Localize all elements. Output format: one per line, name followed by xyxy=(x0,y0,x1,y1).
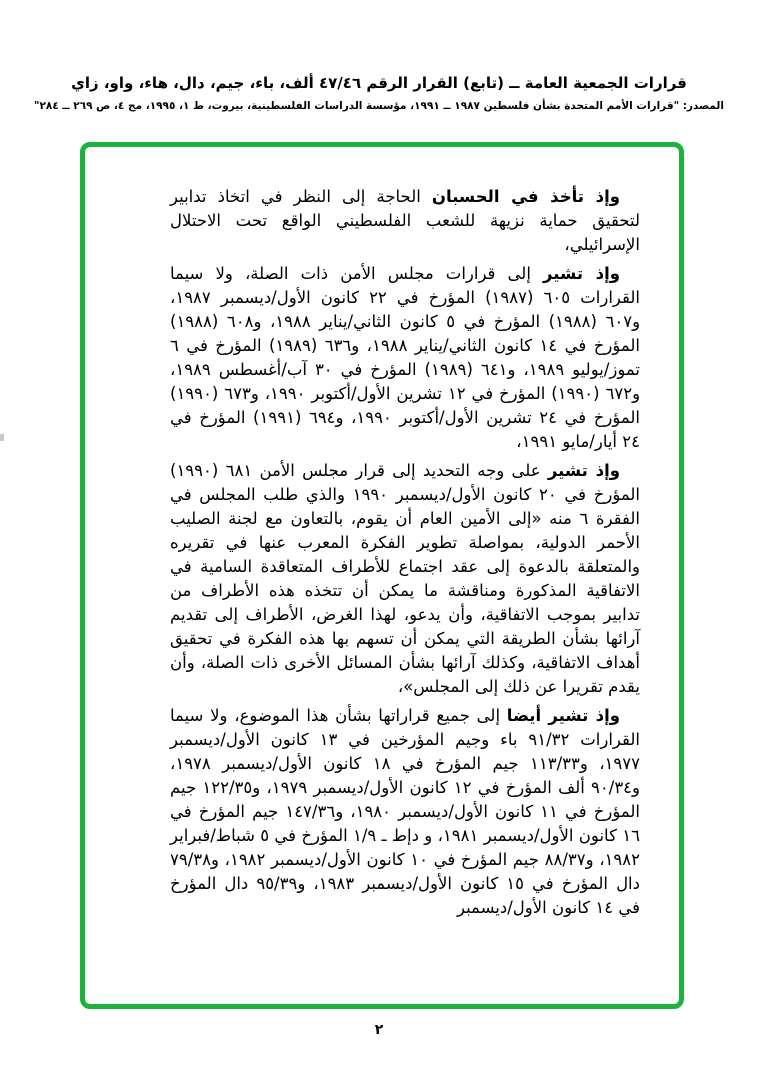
source-citation: المصدر: "قرارات الأمم المتحدة بشأن فلسطين ١٩٨٧ ــ ١٩٩١، مؤسسة الدراسات الفلسطينية، بيروت، ط ١، ١٩٩٥، مج ٤، ص ٢٦٩ ــ ٢٨٤" xyxy=(34,100,724,112)
paragraph xyxy=(170,459,640,699)
green-highlight-frame xyxy=(80,142,684,1009)
paragraph xyxy=(170,704,640,920)
paragraph-lead: وإذ تشير xyxy=(547,461,621,480)
paragraph-text: إلى قرارات مجلس الأمن ذات الصلة، ولا سيما القرارات ٦٠٥ (١٩٨٧) المؤرخ في ٢٢ كانون الأول/ديسمبر ١٩٨٧، و٦٠٧ (١٩٨٨) المؤرخ في ٥ كانون الثاني/يناير ١٩٨٨، و٦٠٨ (١٩٨٨) المؤرخ في ١٤ كانون الثاني/يناير ١٩٨٨، و٦٣٦ (١٩٨٩) المؤرخ في ٦ تموز/يوليو ١٩٨٩، و٦٤١ (١٩٨٩) المؤرخ في ٣٠ آب/أغسطس ١٩٨٩، و٦٧٢ (١٩٩٠) المؤرخ في ١٢ تشرين الأول/أكتوبر ١٩٩٠، و٦٧٣ (١٩٩٠) المؤرخ في ٢٤ تشرين الأول/أكتوبر ١٩٩٠، و٦٩٤ (١٩٩١) المؤرخ في ٢٤ أيار/مايو ١٩٩١، xyxy=(170,264,641,451)
scan-artifact-mark xyxy=(0,434,4,441)
paragraph xyxy=(170,262,640,454)
paragraph xyxy=(170,185,640,257)
paragraph-text: إلى جميع قراراتها بشأن هذا الموضوع، ولا سيما القرارات ٩١/٣٢ باء وجيم المؤرخين في ١٣ كانون الأول/ديسمبر ١٩٧٧، و١١٣/٣٣ جيم المؤرخ في ١٨ كانون الأول/ديسمبر ١٩٧٨، و٩٠/٣٤ ألف المؤرخ في ١٢ كانون الأول/ديسمبر ١٩٧٩، و١٢٢/٣٥ جيم المؤرخ في ١١ كانون الأول/ديسمبر ١٩٨٠، و١٤٧/٣٦ جيم المؤرخ في ١٦ كانون الأول/ديسمبر ١٩٨١، و دإط ـ ١/٩ المؤرخ في ٥ شباط/فبراير ١٩٨٢، و٨٨/٣٧ جيم المؤرخ في ١٠ كانون الأول/ديسمبر ١٩٨٢، و٧٩/٣٨ دال المؤرخ في ١٥ كانون الأول/ديسمبر ١٩٨٣، و٩٥/٣٩ دال المؤرخ في ١٤ كانون الأول/ديسمبر xyxy=(170,706,641,917)
page-number: ٢ xyxy=(374,1022,384,1038)
paragraph-lead: وإذ تشير xyxy=(543,264,621,283)
paragraph-text: على وجه التحديد إلى قرار مجلس الأمن ٦٨١ (١٩٩٠) المؤرخ في ٢٠ كانون الأول/ديسمبر ١٩٩٠ والذي طلب المجلس في الفقرة ٦ منه «إلى الأمين العام أن يقوم، بالتعاون مع لجنة الصليب الأحمر الدولية، بمواصلة تطوير الفكرة المعرب عنها في تقريره والمتعلقة بالدعوة إلى عقد اجتماع للأطراف المتعاقدة السامية في الاتفاقية المذكورة ومناقشة ما يمكن أن تتخذه هذه الأطراف من تدابير بموجب الاتفاقية، وأن يدعو، لهذا الغرض، الأطراف إلى تقديم آرائها بشأن الطريقة التي يمكن أن تسهم بها هذه الفكرة في تحقيق أهداف الاتفاقية، وكذلك آرائها بشأن المسائل الأخرى ذات الصلة، وأن يقدم تقريرا عن ذلك إلى المجلس»، xyxy=(170,461,640,696)
page-title: قرارات الجمعية العامة ــ (تابع) القرار الرقم ٤٧/٤٦ ألف، باء، جيم، دال، هاء، واو، زاي xyxy=(71,74,687,92)
paragraph-text: الحاجة إلى النظر في اتخاذ تدابير لتحقيق حماية نزيهة للشعب الفلسطيني الواقع تحت الاحتلال الإسرائيلي، xyxy=(170,187,640,254)
resolution-text-column xyxy=(170,185,640,925)
paragraph-lead: وإذ تشير أيضا xyxy=(506,706,620,725)
paragraph-lead: وإذ تأخذ في الحسبان xyxy=(431,187,620,206)
